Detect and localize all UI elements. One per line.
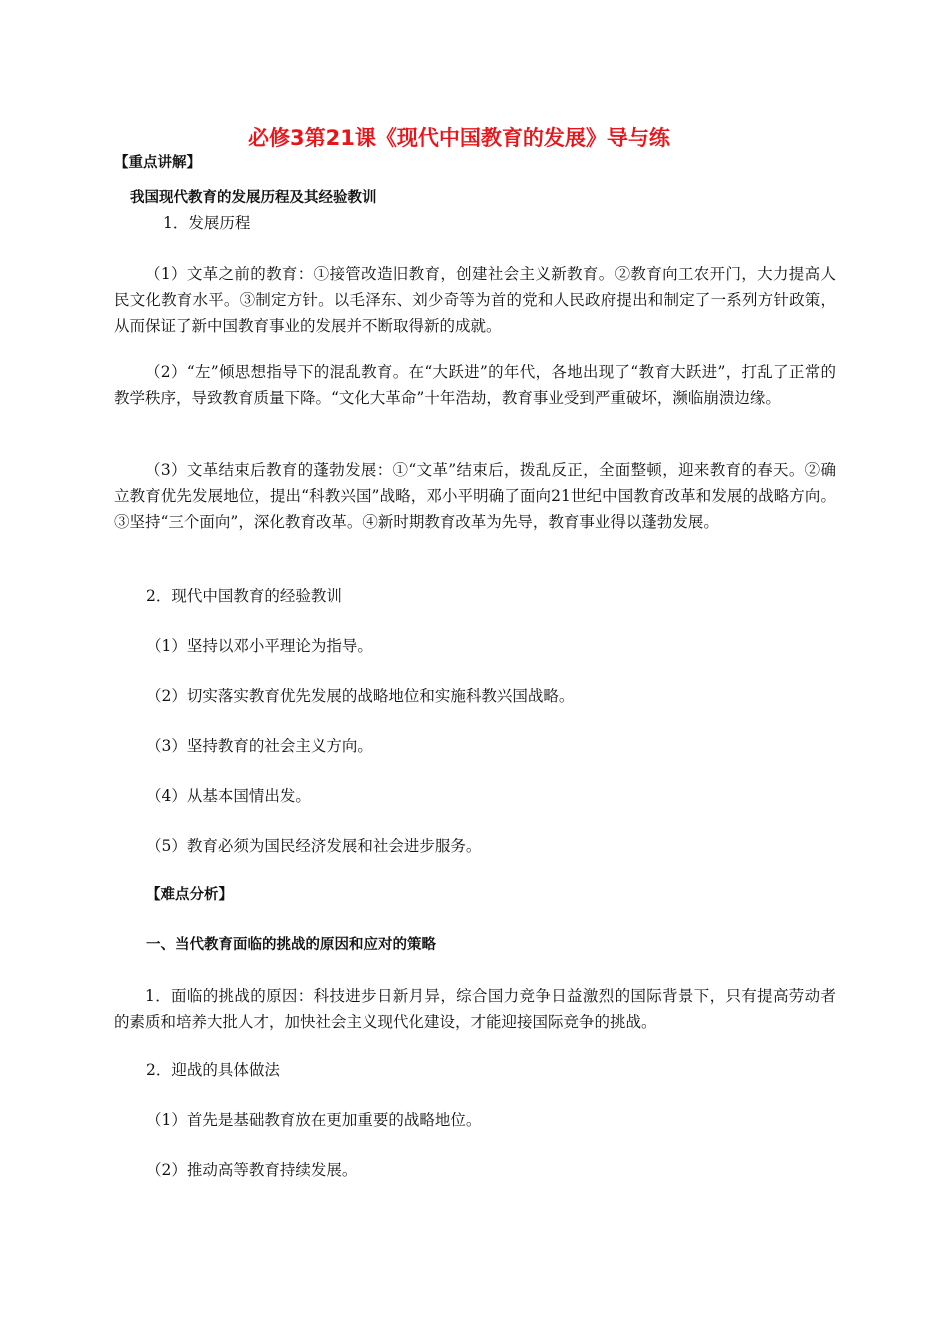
lesson-item-2: （2）切实落实教育优先发展的战略地位和实施科教兴国战略。 <box>146 687 575 705</box>
strategy-item-2: （2）推动高等教育持续发展。 <box>146 1161 358 1179</box>
lesson-item-3: （3）坚持教育的社会主义方向。 <box>146 737 373 755</box>
section-difficulty-heading: 【难点分析】 <box>146 887 233 903</box>
document-title: 必修3第21课《现代中国教育的发展》导与练 <box>248 126 670 150</box>
paragraph-left-leaning-education: （2）“左”倾思想指导下的混乱教育。在“大跃进”的年代，各地出现了“教育大跃进”，打乱了正常的教学秩序，导致教育质量下降。“文化大革命”十年浩劫，教育事业受到严重破坏，濒临崩溃边缘。 <box>114 363 836 407</box>
paragraph-post-cultural-revolution: （3）文革结束后教育的蓬勃发展：①“文革”结束后，拨乱反正，全面整顿，迎来教育的春天。②确立教育优先发展地位，提出“科教兴国”战略，邓小平明确了面向21世纪中国教育改革和发展的战略方向。③坚持“三个面向”，深化教育改革。④新时期教育改革为先导，教育事业得以蓬勃发展。 <box>114 461 836 531</box>
subheading-development: 我国现代教育的发展历程及其经验教训 <box>130 190 377 206</box>
item-lessons: 2．现代中国教育的经验教训 <box>146 587 342 605</box>
item-development-history: 1．发展历程 <box>163 214 251 232</box>
subheading-challenges: 一、当代教育面临的挑战的原因和应对的策略 <box>146 937 436 953</box>
section-key-points-heading: 【重点讲解】 <box>114 155 201 171</box>
item-strategies: 2．迎战的具体做法 <box>146 1061 280 1079</box>
lesson-item-5: （5）教育必须为国民经济发展和社会进步服务。 <box>146 837 482 855</box>
paragraph-pre-cultural-revolution: （1）文革之前的教育：①接管改造旧教育，创建社会主义新教育。②教育向工农开门，大力提高人民文化教育水平。③制定方针。以毛泽东、刘少奇等为首的党和人民政府提出和制定了一系列方针政策，从而保证了新中国教育事业的发展并不断取得新的成就。 <box>114 265 836 335</box>
paragraph-challenge-reasons: 1．面临的挑战的原因：科技进步日新月异，综合国力竞争日益激烈的国际背景下，只有提高劳动者的素质和培养大批人才，加快社会主义现代化建设，才能迎接国际竞争的挑战。 <box>114 987 836 1031</box>
lesson-item-4: （4）从基本国情出发。 <box>146 787 311 805</box>
strategy-item-1: （1）首先是基础教育放在更加重要的战略地位。 <box>146 1111 482 1129</box>
lesson-item-1: （1）坚持以邓小平理论为指导。 <box>146 637 373 655</box>
